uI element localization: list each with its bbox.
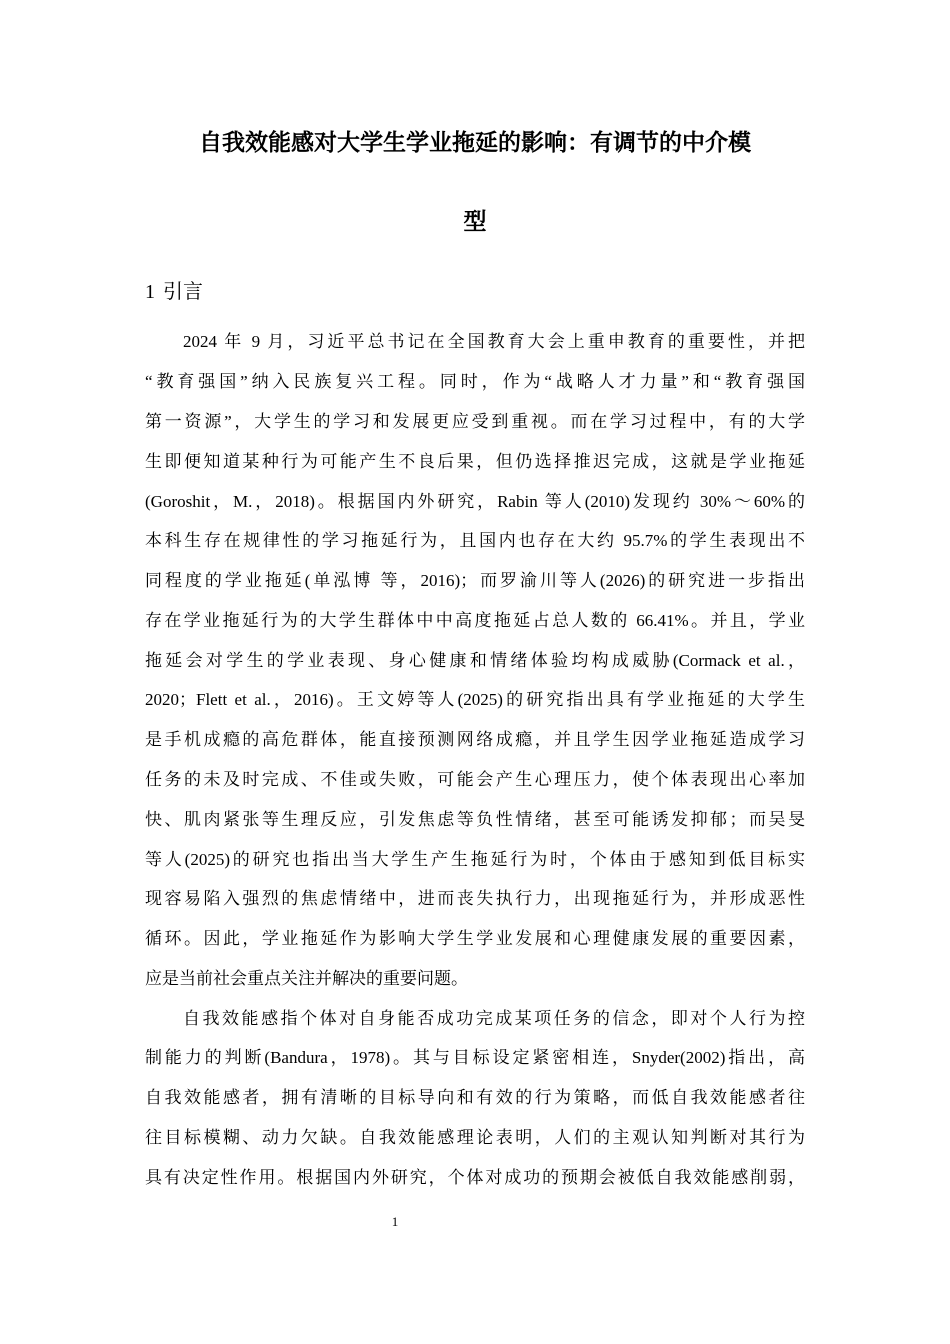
- paragraph-line: 任务的未及时完成、不佳或失败，可能会产生心理压力，使个体表现出心率加: [145, 770, 805, 789]
- paragraph-line: 现容易陷入强烈的焦虑情绪中，进而丧失执行力，出现拖延行为，并形成恶性: [145, 889, 805, 908]
- paragraph-line: (Goroshit，M.，2018)。根据国内外研究，Rabin 等人(2010)发现约 30%～60%的: [145, 492, 805, 511]
- paragraph-line: “教育强国”纳入民族复兴工程。同时，作为“战略人才力量”和“教育强国: [145, 372, 805, 391]
- paragraph-line: 本科生存在规律性的学习拖延行为，且国内也存在大约 95.7%的学生表现出不: [145, 531, 805, 550]
- paragraph-line: 快、肌肉紧张等生理反应，引发焦虑等负性情绪，甚至可能诱发抑郁；而吴旻: [145, 810, 805, 829]
- paragraph-line: 是手机成瘾的高危群体，能直接预测网络成瘾，并且学生因学业拖延造成学习: [145, 730, 805, 749]
- paragraph-line: 同程度的学业拖延(单泓博 等，2016)；而罗渝川等人(2026)的研究进一步指出: [145, 571, 805, 590]
- paragraph-line: 2024 年 9 月，习近平总书记在全国教育大会上重申教育的重要性，并把: [183, 332, 805, 351]
- paragraph-line: 等人(2025)的研究也指出当大学生产生拖延行为时，个体由于感知到低目标实: [145, 850, 805, 869]
- paragraph-line: 具有决定性作用。根据国内外研究，个体对成功的预期会被低自我效能感削弱，: [145, 1168, 805, 1187]
- paragraph-line: 拖延会对学生的学业表现、身心健康和情绪体验均构成威胁(Cormack et al.，: [145, 651, 805, 670]
- paragraph-line: 自我效能感者，拥有清晰的目标导向和有效的行为策略，而低自我效能感者往: [145, 1088, 805, 1107]
- paragraph-line: 制能力的判断(Bandura，1978)。其与目标设定紧密相连，Snyder(2002)指出，高: [145, 1048, 805, 1067]
- paragraph-line: 第一资源”，大学生的学习和发展更应受到重视。而在学习过程中，有的大学: [145, 412, 805, 431]
- paragraph-line: 往目标模糊、动力欠缺。自我效能感理论表明，人们的主观认知判断对其行为: [145, 1128, 805, 1147]
- paper-title-line-1: 自我效能感对大学生学业拖延的影响：有调节的中介模: [199, 130, 751, 156]
- section-heading: [145, 277, 203, 306]
- paragraph-line: 应是当前社会重点关注并解决的重要问题。: [145, 969, 468, 988]
- paragraph-line: 2020；Flett et al.，2016)。王文婷等人(2025)的研究指出具有学业拖延的大学生: [145, 690, 805, 709]
- paper-title-line-2: 型: [463, 209, 487, 235]
- section-number: 1: [145, 281, 155, 303]
- page-number: 1: [391, 1214, 399, 1229]
- paragraph-line: 自我效能感指个体对自身能否成功完成某项任务的信念，即对个人行为控: [183, 1009, 805, 1028]
- paragraph-line: 生即便知道某种行为可能产生不良后果，但仍选择推迟完成，这就是学业拖延: [145, 452, 805, 471]
- paragraph-line: 循环。因此，学业拖延作为影响大学生学业发展和心理健康发展的重要因素，: [145, 929, 805, 948]
- paragraph-line: 存在学业拖延行为的大学生群体中中高度拖延占总人数的 66.41%。并且，学业: [145, 611, 805, 630]
- section-title: 引言: [163, 279, 203, 303]
